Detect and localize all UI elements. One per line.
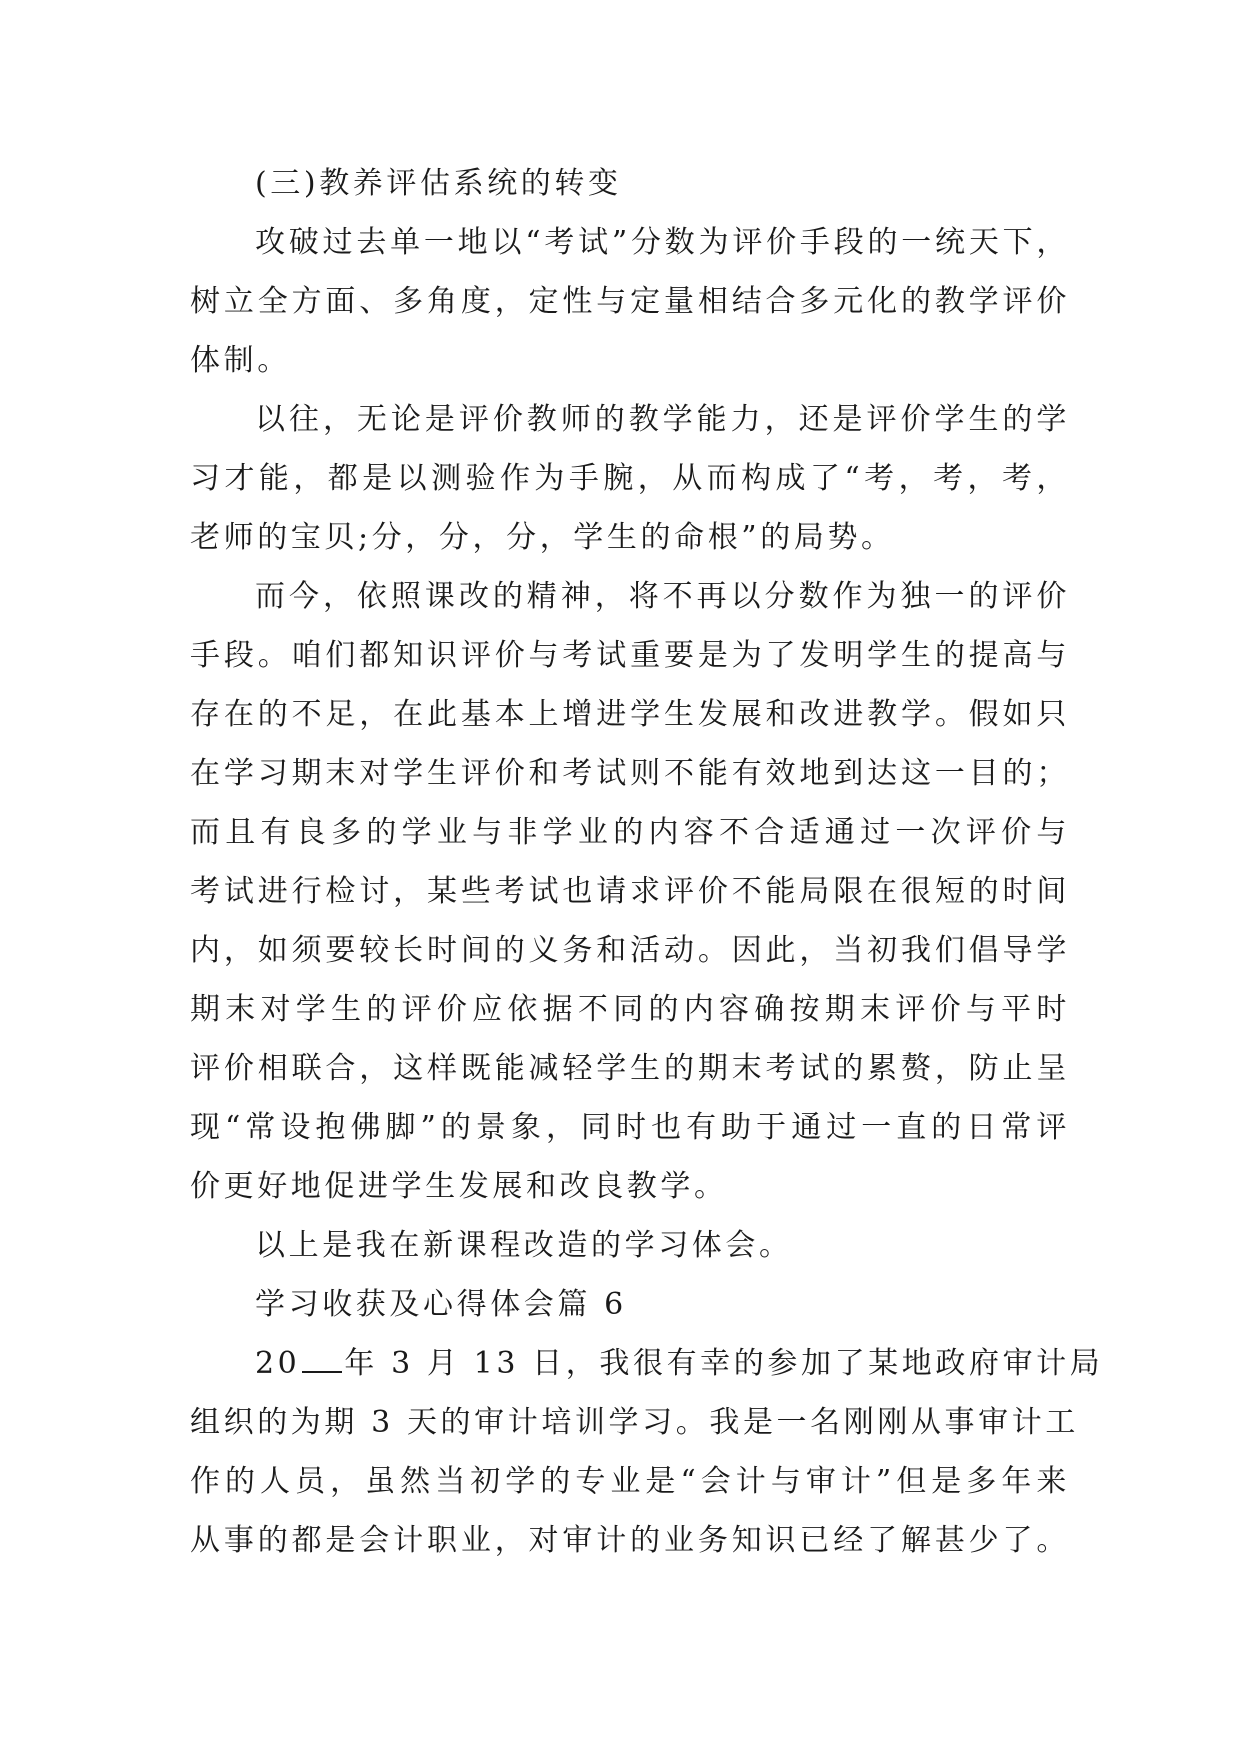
- paragraph-line: 从事的都是会计职业，对审计的业务知识已经了解甚少了。: [190, 1523, 1070, 1558]
- date-line-rest: 年 3 月 13 日，我很有幸的参加了某地政府审计局: [344, 1346, 1104, 1381]
- paragraph-line: [190, 1334, 1104, 1393]
- paragraph-line: 以上是我在新课程改造的学习体会。: [255, 1228, 793, 1263]
- paragraph-line: 以往，无论是评价教师的教学能力，还是评价学生的学: [255, 402, 1070, 437]
- paragraph-line: 老师的宝贝;分，分，分，学生的命根”的局势。: [190, 520, 895, 555]
- document-body: [190, 154, 1104, 1570]
- paragraph-line: 习才能，都是以测验作为手腕，从而构成了“考，考，考，: [190, 461, 1070, 496]
- section-heading: (三)教养评估系统的转变: [255, 166, 622, 201]
- paragraph-line: 手段。咱们都知识评价与考试重要是为了发明学生的提高与: [190, 638, 1070, 673]
- paragraph-line: 内，如须要较长时间的义务和活动。因此，当初我们倡导学: [190, 933, 1070, 968]
- paragraph-line: 组织的为期 3 天的审计培训学习。我是一名刚刚从事审计工: [190, 1405, 1079, 1440]
- paragraph-line: 树立全方面、多角度，定性与定量相结合多元化的教学评价: [190, 284, 1070, 319]
- paragraph-line: 在学习期末对学生评价和考试则不能有效地到达这一目的；: [190, 756, 1070, 791]
- paragraph-line: 而今，依照课改的精神，将不再以分数作为独一的评价: [255, 579, 1070, 614]
- paragraph-line: 存在的不足，在此基本上增进学生发展和改进教学。假如只: [190, 697, 1070, 732]
- paragraph-line: 价更好地促进学生发展和改良教学。: [190, 1169, 728, 1204]
- blank-underline: [302, 1345, 342, 1373]
- paragraph-line: 攻破过去单一地以“考试”分数为评价手段的一统天下，: [255, 225, 1070, 260]
- paragraph-line: 考试进行检讨，某些考试也请求评价不能局限在很短的时间: [190, 874, 1070, 909]
- date-year-prefix: 20: [255, 1346, 301, 1381]
- paragraph-line: 现“常设抱佛脚”的景象，同时也有助于通过一直的日常评: [190, 1110, 1070, 1145]
- paragraph-line: 体制。: [190, 343, 291, 378]
- paragraph-line: 作的人员，虽然当初学的专业是“会计与审计”但是多年来: [190, 1464, 1070, 1499]
- paragraph-line: 评价相联合，这样既能减轻学生的期末考试的累赘，防止呈: [190, 1051, 1070, 1086]
- paragraph-line: 期末对学生的评价应依据不同的内容确按期末评价与平时: [190, 992, 1070, 1027]
- section-title: 学习收获及心得体会篇 6: [255, 1287, 627, 1322]
- paragraph-line: 而且有良多的学业与非学业的内容不合适通过一次评价与: [190, 815, 1070, 850]
